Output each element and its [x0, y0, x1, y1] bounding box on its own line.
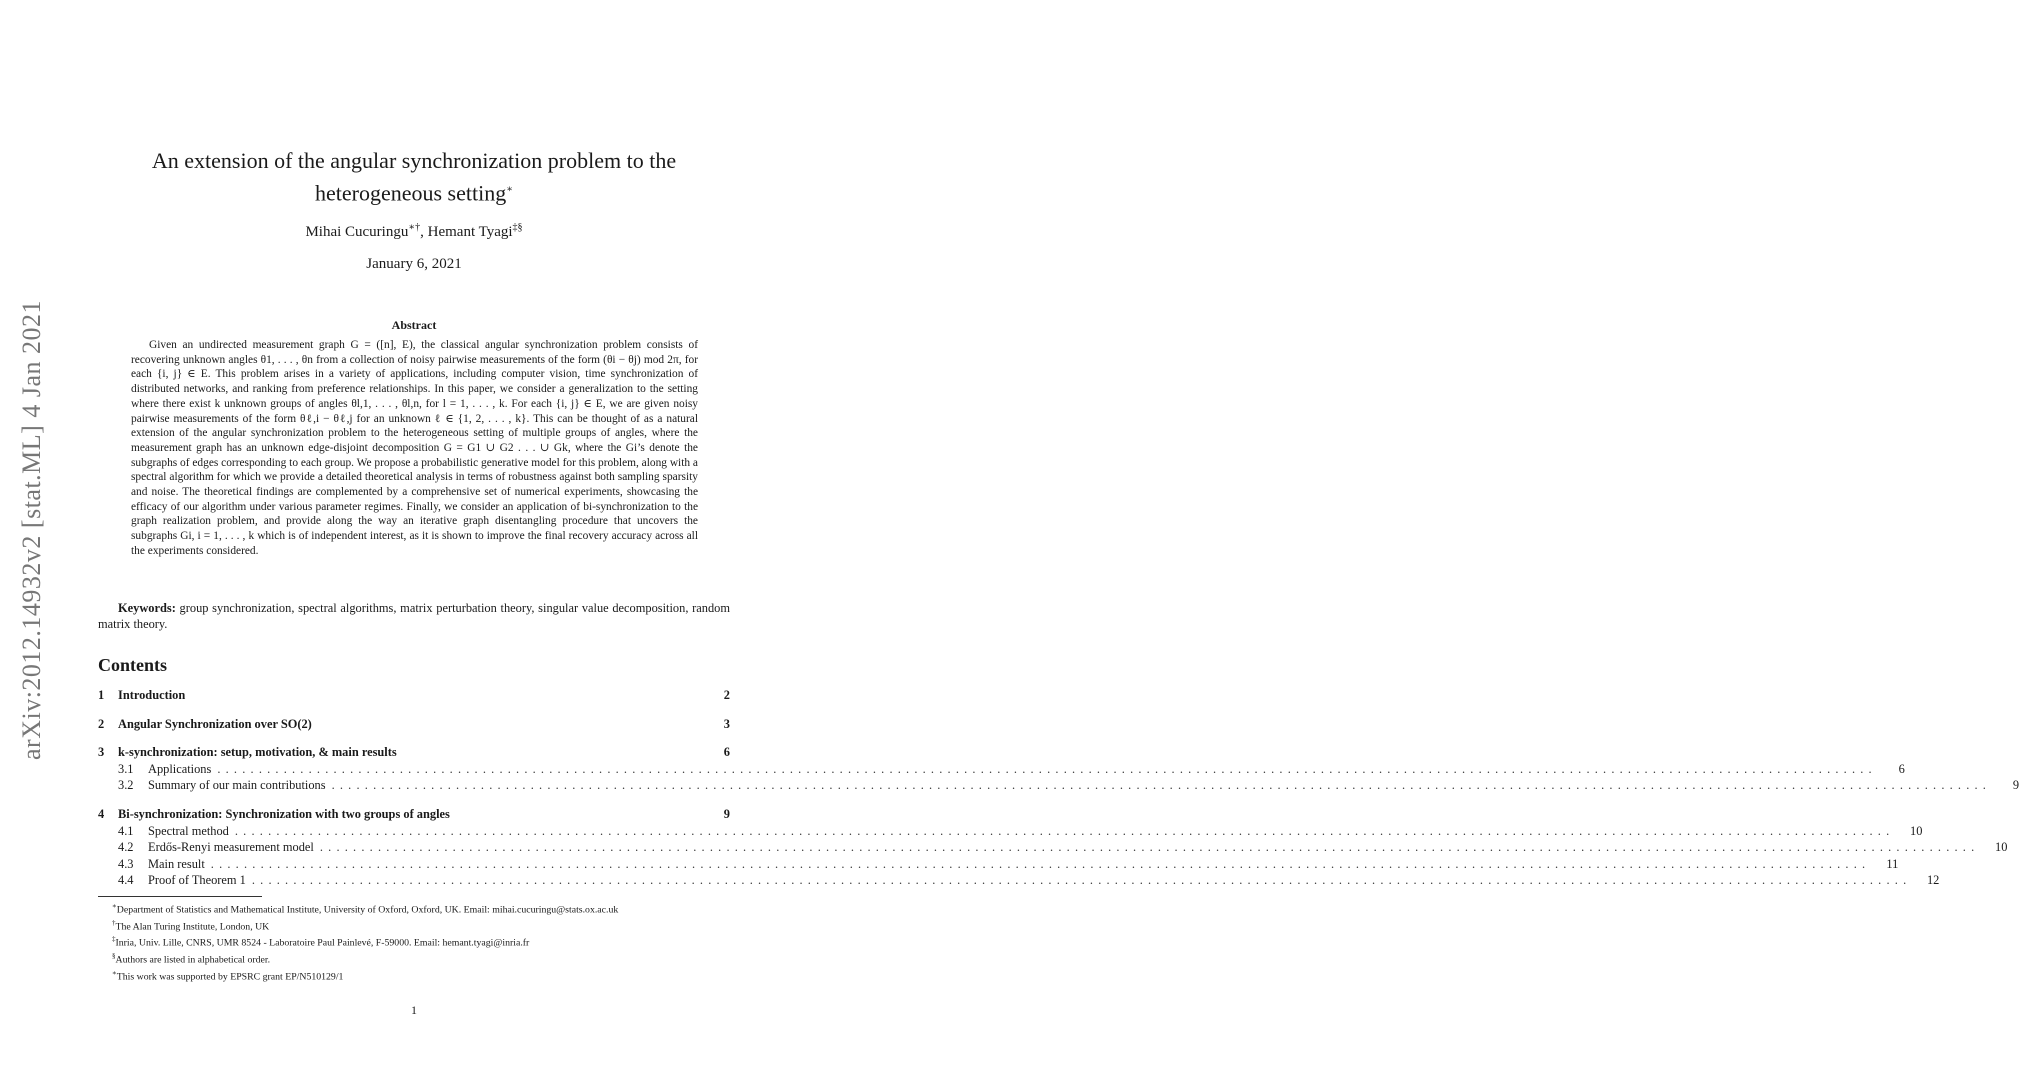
toc-entry-page: 6 [723, 745, 730, 760]
toc-entry-page: 9 [723, 806, 730, 821]
toc-leader-dots: ........................................................................................................................................................................................................ [251, 873, 1912, 888]
footnote [98, 900, 730, 917]
toc-entry-number: 3.2 [118, 778, 134, 793]
title-footnote-mark: ∗ [506, 184, 514, 195]
toc-entry-title: Introduction [118, 688, 186, 702]
toc-section-entry[interactable] [98, 807, 730, 824]
paper-title [100, 146, 728, 207]
author-name: Hemant Tyagi [427, 224, 513, 240]
footnote [98, 950, 730, 967]
footnote-text: Inria, Univ. Lille, CNRS, UMR 8524 - Laboratoire Paul Painlevé, F-59000. Email: hemant.tyagi@inria.fr [115, 937, 530, 949]
toc-entry-title: Summary of our main contributions [148, 778, 326, 793]
toc-entry-page: 3 [723, 716, 730, 731]
keywords-label: Keywords: [118, 601, 176, 615]
page-number: 1 [411, 1003, 417, 1017]
footnote [98, 967, 730, 984]
toc-subsection-entry[interactable] [98, 761, 1905, 779]
toc-entry-number: 3 [98, 745, 105, 760]
footnote [98, 933, 730, 950]
toc-subsection-entry[interactable] [98, 873, 1940, 890]
footnote-text: This work was supported by EPSRC grant EP/N510129/1 [116, 970, 344, 982]
keywords-paragraph [98, 600, 730, 632]
footnote-mark: † [112, 918, 116, 927]
toc-section [98, 717, 730, 734]
toc-entry-number: 4.3 [118, 856, 134, 871]
toc-subsection-entry[interactable] [98, 856, 1899, 874]
toc-entry-title: k-synchronization: setup, motivation, & main results [118, 745, 397, 760]
toc-entry-number: 4.4 [118, 873, 134, 888]
toc-entry-title: Proof of Theorem 1 [148, 873, 246, 888]
toc-entry-number: 4.1 [118, 823, 134, 838]
contents-heading: Contents [98, 655, 168, 675]
toc-leader-dots: ........................................................................................................................................................................................................ [217, 761, 1877, 776]
author-name: Mihai Cucuringu [305, 224, 409, 240]
toc-entry-title: Angular Synchronization over SO(2) [118, 716, 312, 731]
toc-leader-dots: ........................................................................................................................................................................................................ [331, 778, 1992, 793]
toc-entry-page: 12 [1926, 873, 1940, 888]
toc-entry-number: 3.1 [118, 761, 134, 776]
publication-date: January 6, 2021 [366, 256, 462, 272]
keywords-text: group synchronization, spectral algorithms, matrix perturbation theory, singular value decomposition, random matrix theory. [98, 601, 730, 631]
footnote [98, 917, 730, 934]
footnote-mark: ∗ [112, 902, 117, 910]
toc-entry-page: 6 [1898, 761, 1905, 776]
author-footnote-marks: ‡§ [512, 222, 523, 233]
toc-entry-page: 10 [1910, 823, 1923, 838]
toc-entry-number: 1 [98, 688, 105, 702]
toc-section [98, 688, 730, 705]
abstract-body: Given an undirected measurement graph G = ([n], E), the classical angular synchronization problem consists of recovering unknown angles θ1, . . . , θn from a collection of noisy pairwise measurements of the form (θi − θj) mod 2π, for each {i, j} ∈ E. This problem arises in a variety of applications, including computer vision, time synchronization of distributed networks, and ranking from preference relationships. In this paper, we consider a generalization to the setting where there exist k unknown groups of angles θl,1, . . . , θl,n, for l = 1, . . . , k. For each {i, j} ∈ E, we are given noisy pairwise measurements of the form θℓ,i − θℓ,j for an unknown ℓ ∈ {1, 2, . . . , k}. This can be thought of as a natural extension of the angular synchronization problem to the heterogeneous setting of multiple groups of angles, where the measurement graph has an unknown edge-disjoint decomposition G = G1 ∪ G2 . . . ∪ Gk, where the Gi’s denote the subgraphs of edges corresponding to each group. We propose a probabilistic generative model for this problem, along with a spectral algorithm for which we provide a detailed theoretical analysis in terms of robustness against both sampling sparsity and noise. The theoretical findings are complemented by a comprehensive set of numerical experiments, showcasing the efficacy of our algorithm under various parameter regimes. Finally, we consider an application of bi-synchronization to the graph realization problem, and provide along the way an iterative graph disentangling procedure that uncovers the subgraphs Gi, i = 1, . . . , k which is of independent interest, as it is shown to improve the final recovery accuracy across all the experiments considered. [131, 339, 698, 557]
toc-section-entry[interactable] [98, 688, 730, 705]
footnote-divider [98, 896, 262, 897]
footnotes [98, 900, 730, 983]
toc-entry-page: 11 [1886, 856, 1899, 871]
toc-entry-title: Erdős-Renyi measurement model [148, 840, 314, 855]
toc-entry-page: 2 [723, 688, 730, 702]
toc-subsection-entry[interactable] [98, 778, 2019, 795]
toc-entry-title: Main result [148, 856, 205, 871]
toc-entry-title: Bi-synchronization: Synchronization with two groups of angles [118, 806, 450, 821]
title-line-1: An extension of the angular synchronization problem to the [151, 148, 677, 173]
toc-section-entry[interactable] [98, 717, 730, 734]
author-separator: , [420, 224, 428, 240]
toc-entry-title: Applications [148, 761, 212, 776]
toc-entry-page: 10 [1995, 840, 2008, 855]
toc-entry-number: 4.2 [118, 840, 134, 855]
toc-subsection-entry[interactable] [98, 840, 2008, 857]
footnote-mark: ∗ [112, 968, 117, 977]
toc-section-entry[interactable] [98, 745, 730, 762]
footnote-text: Department of Statistics and Mathematical Institute, University of Oxford, Oxford, UK. Email: mihai.cucuringu@stats.ox.ac.uk [116, 904, 619, 916]
footnote-text: The Alan Turing Institute, London, UK [115, 920, 270, 932]
toc-entry-number: 4 [98, 806, 105, 821]
toc-entry-number: 2 [98, 716, 105, 731]
toc-section [98, 806, 2008, 890]
toc-entry-page: 9 [2012, 778, 2019, 793]
toc-section [98, 745, 2019, 795]
title-line-2 [100, 175, 728, 207]
toc-leader-dots: ........................................................................................................................................................................................................ [319, 840, 1980, 855]
title-line-2-text: heterogeneous setting [314, 180, 507, 206]
table-of-contents [98, 688, 2019, 902]
toc-leader-dots: ........................................................................................................................................................................................................ [210, 856, 1871, 871]
author-list [100, 222, 728, 241]
toc-subsection-entry[interactable] [98, 823, 1923, 841]
footnote-mark: § [112, 952, 116, 961]
author-footnote-marks: ∗† [408, 222, 421, 233]
toc-leader-dots: ........................................................................................................................................................................................................ [234, 823, 1895, 838]
abstract-heading: Abstract [391, 318, 437, 332]
arxiv-identifier-stamp: arXiv:2012.14932v2 [stat.ML] 4 Jan 2021 [17, 299, 46, 761]
toc-entry-title: Spectral method [148, 823, 229, 838]
footnote-text: Authors are listed in alphabetical order. [115, 954, 271, 966]
footnote-mark: ‡ [112, 935, 116, 944]
